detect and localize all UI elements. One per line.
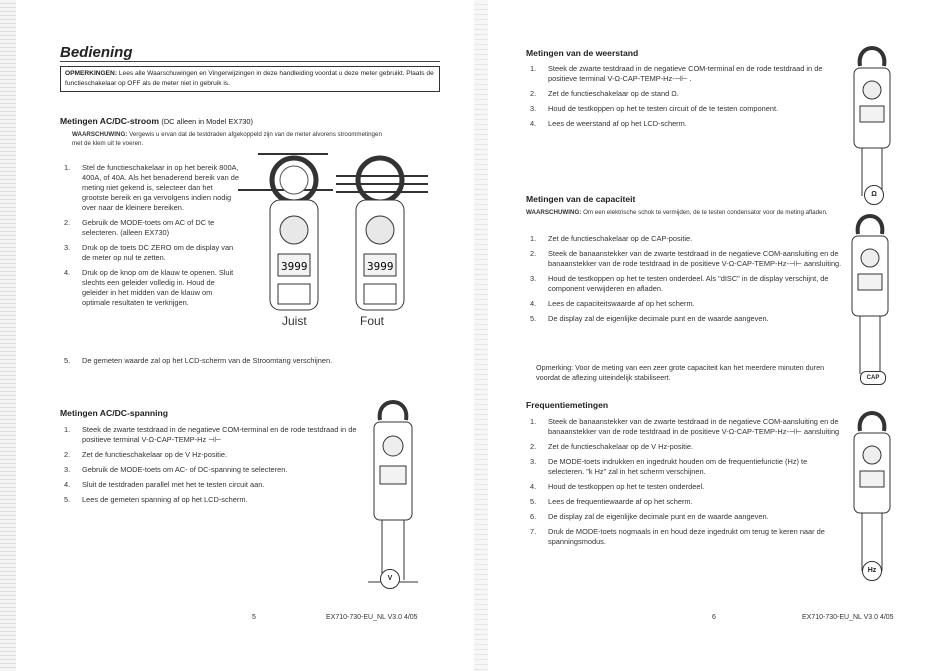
step-text: Steek de zwarte testdraad in de negatieve COM-terminal en de rode testdraad in de positieve terminal V-Ω-CAP-TEMP-Hz-⊣⊢ . xyxy=(548,64,823,83)
document-code: EX710-730-EU_NL V3.0 4/05 xyxy=(802,614,894,621)
list-item: 4. Druk op de knop om de klauw te openen. Sluit slechts een geleider volledig in. Houd de geleider in het midden van de klauw om optimale resultaten te verkrijgen. xyxy=(64,268,234,307)
capacitance-warning-text: Om een elektrische schok te vermijden, de te testen condensator voor de meting afladen. xyxy=(583,209,828,216)
current-steps-list xyxy=(60,163,240,313)
voltage-meter-illustration xyxy=(368,392,418,588)
list-item: 3. Druk op de toets DC ZERO om de display van de meter op nul te zetten. xyxy=(64,243,234,262)
caption-wrong: Fout xyxy=(360,314,385,328)
step-text: Lees de frequentiewaarde af op het scherm. xyxy=(548,497,693,506)
step-text: Zet de functieschakelaar op de CAP-positie. xyxy=(548,234,693,243)
list-item: 5. Lees de gemeten spanning af op het LCD-scherm. xyxy=(64,495,248,504)
step-text: Lees de capaciteitswaarde af op het scherm. xyxy=(548,299,695,308)
step-text: Stel de functieschakelaar in op het bereik 800A, 400A, of 40A. Als het benaderend bereik van de meting niet gekend is, selecteer dan het grootste bereik en ga vervolgens indien nodig over naar de kleinere bereiken. xyxy=(82,163,239,212)
voltage-steps-list xyxy=(60,425,360,510)
list-item: 2. Steek de banaanstekker van de zwarte testdraad in de negatieve COM-aansluiting en de banaanstekker van de rode testdraad in de positieve V-Ω-CAP-TEMP-Hz-⊣⊢ aansluiting. xyxy=(530,249,842,268)
list-item: 4. Sluit de testdraden parallel met het te testen circuit aan. xyxy=(64,480,265,489)
frequency-dial-symbol: Hz xyxy=(862,561,882,581)
list-item: 2. Zet de functieschakelaar op de V Hz-positie. xyxy=(530,442,694,451)
capacitance-dial-symbol: CAP xyxy=(860,371,886,385)
list-item: 4. Lees de capaciteitswaarde af op het scherm. xyxy=(530,299,695,308)
list-item: 1. Steek de banaanstekker van de zwarte testdraad in de negatieve COM-aansluiting en de banaanstekker van de rode testdraad in de positieve V-Ω-CAP-TEMP-Hz-⊣⊢ aansluiting xyxy=(530,417,840,436)
lcd-readout-wrong: 3999 xyxy=(367,260,394,273)
section-heading-resistance: Metingen van de weerstand xyxy=(526,48,639,58)
step-text: Druk op de knop om de klauw te openen. Sluit slechts een geleider volledig in. Houd de geleider in het midden van de klauw om optimale resultaten te verkrijgen. xyxy=(82,268,234,307)
page-number: 5 xyxy=(252,614,256,621)
caption-correct: Juist xyxy=(282,314,307,328)
list-item: 4. Lees de weerstand af op het LCD-scherm. xyxy=(530,119,687,128)
list-item: 3. De MODE-toets indrukken en ingedrukt houden om de frequentiefunctie (Hz) te selecteren. "k Hz" zal in het scherm verschijnen. xyxy=(530,457,808,476)
step-text: Gebruik de MODE-toets om AC of DC te selecteren. (alleen EX730) xyxy=(82,218,215,237)
step-text: Houd de testkoppen op het te testen onderdeel. Als "dISC" in de display verschijnt, de component verwijderen en afladen. xyxy=(548,274,829,293)
capacitance-warning-label: WAARSCHUWING: xyxy=(526,209,582,216)
clamp-correct-illustration xyxy=(238,154,333,310)
step-text: Sluit de testdraden parallel met het te testen circuit aan. xyxy=(82,480,265,489)
title-rule xyxy=(60,61,440,62)
list-item: 2. Zet de functieschakelaar op de stand Ω. xyxy=(530,89,679,98)
step-text: Houd de testkoppen op het te testen circuit of de te testen component. xyxy=(548,104,779,113)
step-text: Zet de functieschakelaar op de V Hz-positie. xyxy=(82,450,228,459)
clamp-wrong-illustration xyxy=(336,158,428,310)
step-text: Steek de banaanstekker van de zwarte testdraad in de negatieve COM-aansluiting en de banaanstekker van de rode testdraad in de positieve V-Ω-CAP-TEMP-Hz-⊣⊢ aansluiting xyxy=(548,417,840,436)
frequency-meter-illustration xyxy=(850,405,894,575)
step-text: De MODE-toets indrukken en ingedrukt houden om de frequentiefunctie (Hz) te selecteren. "k Hz" zal in het scherm verschijnen. xyxy=(548,457,808,476)
remarks-label: OPMERKINGEN: xyxy=(65,70,118,77)
remarks-box xyxy=(60,66,440,92)
resistance-meter-illustration xyxy=(850,40,894,200)
capacitance-steps-list xyxy=(526,234,842,329)
page-title: Bediening xyxy=(60,44,133,61)
step-text: Druk de MODE-toets nogmaals in en houd deze ingedrukt om terug te keren naar de spanningsmodus. xyxy=(548,527,825,546)
step-text: Lees de gemeten spanning af op het LCD-scherm. xyxy=(82,495,248,504)
list-item: 1. Steek de zwarte testdraad in de negatieve COM-terminal en de rode testdraad in de positieve terminal V-Ω-CAP-TEMP-Hz ⊣⊢ xyxy=(64,425,357,444)
list-item: 3. Gebruik de MODE-toets om AC- of DC-spanning te selecteren. xyxy=(64,465,288,474)
step-text: De gemeten waarde zal op het LCD-scherm van de Stroomtang verschijnen. xyxy=(82,356,333,365)
current-heading-text: Metingen AC/DC-stroom xyxy=(60,116,159,126)
step-text: Steek de zwarte testdraad in de negatieve COM-terminal en de rode testdraad in de positieve terminal V-Ω-CAP-TEMP-Hz ⊣⊢ xyxy=(82,425,357,444)
right-page xyxy=(478,0,950,671)
current-warning-label: WAARSCHUWING: xyxy=(72,131,128,138)
list-item: 3. Houd de testkoppen op het te testen onderdeel. Als "dISC" in de display verschijnt, de component verwijderen en afladen. xyxy=(530,274,829,293)
section-heading-current xyxy=(60,116,253,126)
list-item: 3. Houd de testkoppen op het te testen circuit of de te testen component. xyxy=(530,104,779,113)
current-warning xyxy=(72,130,392,148)
resistance-dial-symbol: Ω xyxy=(864,185,884,205)
list-item: 5. Lees de frequentiewaarde af op het scherm. xyxy=(530,497,693,506)
step-text: Steek de banaanstekker van de zwarte testdraad in de negatieve COM-aansluiting en de banaanstekker van de rode testdraad in de positieve V-Ω-CAP-TEMP-Hz-⊣⊢ aansluiting. xyxy=(548,249,842,268)
capacitance-remark: Opmerking: Voor de meting van een zeer grote capaciteit kan het meerdere minuten duren voordat de aflezing uiteindelijk stabiliseert. xyxy=(536,363,825,382)
capacitance-warning xyxy=(526,208,846,217)
step-text: Houd de testkoppen op het te testen onderdeel. xyxy=(548,482,705,491)
step-text: Zet de functieschakelaar op de V Hz-positie. xyxy=(548,442,694,451)
step-text: De display zal de eigenlijke decimale punt en de waarde aangeven. xyxy=(548,512,769,521)
step-text: Druk op de toets DC ZERO om de display van de meter op nul te zetten. xyxy=(82,243,234,262)
clamp-meter-illustrations xyxy=(238,150,448,330)
list-item: 2. Zet de functieschakelaar op de V Hz-positie. xyxy=(64,450,228,459)
page-number: 6 xyxy=(712,614,716,621)
capacitance-meter-illustration xyxy=(848,208,892,378)
list-item: 1. Stel de functieschakelaar in op het bereik 800A, 400A, of 40A. Als het benaderend bereik van de meting niet gekend is, selecteer dan het grootste bereik en ga vervolgens indien nodig over naar de kleinere bereiken. xyxy=(64,163,239,212)
section-heading-capacitance: Metingen van de capaciteit xyxy=(526,194,636,204)
step-text: Zet de functieschakelaar op de stand Ω. xyxy=(548,89,679,98)
list-item: 1. Zet de functieschakelaar op de CAP-positie. xyxy=(530,234,693,243)
remarks-text: Lees alle Waarschuwingen en Vingerwijzingen in deze handleiding voordat u deze meter gebruikt. Plaats de functieschakelaar op OFF als de meter niet in gebruik is. xyxy=(65,70,434,87)
voltage-dial-symbol: V xyxy=(380,569,400,589)
list-item: 1. Steek de zwarte testdraad in de negatieve COM-terminal en de rode testdraad in de positieve terminal V-Ω-CAP-TEMP-Hz-⊣⊢ . xyxy=(530,64,823,83)
list-item: 5. De display zal de eigenlijke decimale punt en de waarde aangeven. xyxy=(530,314,769,323)
current-heading-note: (DC alleen in Model EX730) xyxy=(161,117,253,126)
current-warning-text: Vergewis u ervan dat de testdraden afgekoppeld zijn van de meter alvorens stroommetingen met de klem uit te voeren. xyxy=(72,131,382,147)
list-item: 5. De gemeten waarde zal op het LCD-scherm van de Stroomtang verschijnen. xyxy=(64,356,333,365)
step-text: Gebruik de MODE-toets om AC- of DC-spanning te selecteren. xyxy=(82,465,288,474)
list-item: 2. Gebruik de MODE-toets om AC of DC te selecteren. (alleen EX730) xyxy=(64,218,215,237)
list-item: 4. Houd de testkoppen op het te testen onderdeel. xyxy=(530,482,705,491)
list-item: 7. Druk de MODE-toets nogmaals in en houd deze ingedrukt om terug te keren naar de spanningsmodus. xyxy=(530,527,825,546)
resistance-steps-list xyxy=(526,64,846,134)
step-text: De display zal de eigenlijke decimale punt en de waarde aangeven. xyxy=(548,314,769,323)
step-text: Lees de weerstand af op het LCD-scherm. xyxy=(548,119,687,128)
list-item: 6. De display zal de eigenlijke decimale punt en de waarde aangeven. xyxy=(530,512,769,521)
section-heading-frequency: Frequentiemetingen xyxy=(526,400,609,410)
document-code: EX710-730-EU_NL V3.0 4/05 xyxy=(326,614,418,621)
section-heading-voltage: Metingen AC/DC-spanning xyxy=(60,408,169,418)
lcd-readout-correct: 3999 xyxy=(281,260,308,273)
current-steps-list-tail xyxy=(60,356,450,371)
frequency-steps-list xyxy=(526,417,842,552)
